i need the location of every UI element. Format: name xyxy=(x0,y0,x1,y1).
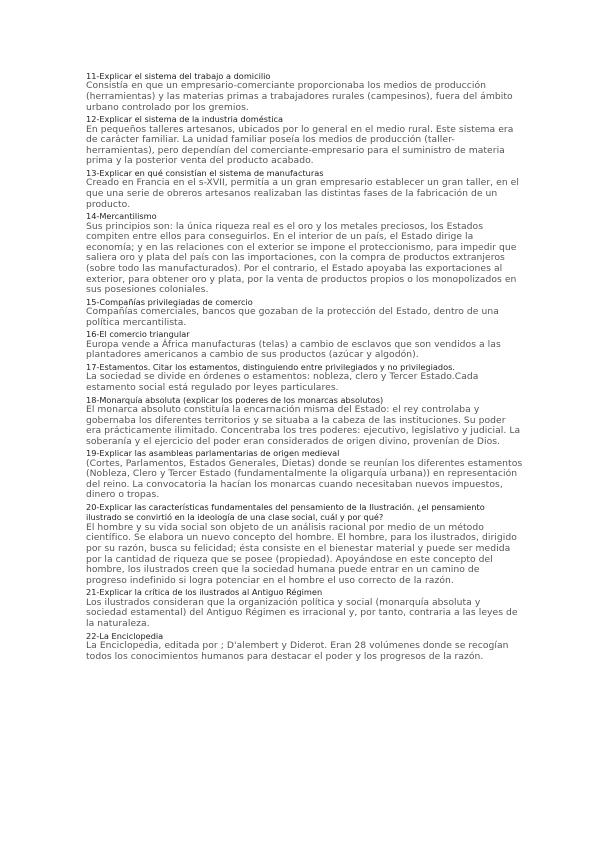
section-text: Europa vende a África manufacturas (telas) a cambio de esclavos que son vendidos a las plantadores americanos a cambio de sus productos (azúcar y algodón). xyxy=(86,338,501,361)
section-heading: 19-Explicar las asambleas parlamentarias de origen medieval xyxy=(86,448,340,459)
section-text: (Cortes, Parlamentos, Estados Generales, Dietas) donde se reunían los diferentes estamentos (Nobleza, Clero y Tercer Estado (fundamentalmente la oligarquía urbana)) en representación del reino. La convocatoria la hacían los monarcas cuando necesitaban nuevos impuestos, dinero o tropas. xyxy=(86,457,523,501)
section-text: El monarca absoluto constituía la encarnación misma del Estado: el rey controlaba y gobernaba los diferentes territorios y se situaba a la cabeza de las instituciones. Su poder era prácticamente ilimitado. Concentraba los tres poderes: ejecutivo, legislativo y judicial. La soberanía y el ejercicio del poder eran considerados de origen divino, provenían de Dios. xyxy=(86,403,521,447)
document-body xyxy=(86,71,523,663)
section-heading: 17-Estamentos. Citar los estamentos, distinguiendo entre privilegiados y no privilegiados. xyxy=(86,361,455,372)
section-text: Creado en Francia en el s-XVII, permitía a un gran empresario establecer un gran taller, en el que una serie de obreros artesanos realizaban las distintas fases de la fabricación de un producto. xyxy=(86,177,519,210)
section-heading: 14-Mercantilismo xyxy=(86,211,157,222)
section-text: Sus principios son: la única riqueza real es el oro y los metales preciosos, los Estados compiten entre ellos para conseguirlos. En el interior de un país, el Estado dirige la economía; y en las relaciones con el exterior se impone el proteccionismo, para impedir que saliera oro y plata del país con las importaciones, con la compra de productos extranjeros (sobre todo las manufacturados). Por el contrario, el Estado apoyaba las exportaciones al exterior, para obtener oro y plata, por la venta de productos propios o los monopolizados en sus posesiones coloniales. xyxy=(86,220,517,296)
section-heading: 21-Explicar la crítica de los ilustrados al Antiguo Régimen xyxy=(86,587,323,598)
section-heading: 16-El comercio triangular xyxy=(86,329,190,340)
section-heading: 12-Explicar el sistema de la industria doméstica xyxy=(86,114,283,125)
section-heading: 18-Monarquía absoluta (explicar los poderes de los monarcas absolutos) xyxy=(86,394,384,405)
section-text: La Enciclopedia, editada por ; D'alembert y Diderot. Eran 28 volúmenes donde se recogían todos los conocimientos humanos para destacar el poder y los progresos de la razón. xyxy=(86,640,509,662)
section-text: En pequeños talleres artesanos, ubicados por lo general en el medio rural. Este sistema era de carácter familiar. La unidad familiar poseía los medios de producción (taller-herramientas), pero dependían del comerciante-empresario para el suministro de materia prima y la posterior venta del producto acabado. xyxy=(86,123,514,167)
section-heading: 20-Explicar las características fundamentales del pensamiento de la Ilustración. ¿el pensamiento ilustrado se convirtió en la ideología de una clase social, cuál y por qué? xyxy=(86,502,485,523)
section-heading: 15-Compañías privilegiadas de comercio xyxy=(86,296,253,307)
section-text: Compañías comerciales, bancos que gozaban de la protección del Estado, dentro de una política mercantilista. xyxy=(86,306,499,328)
section-heading: 13-Explicar en qué consistían el sistema de manufacturas xyxy=(86,167,324,178)
section-text: El hombre y su vida social son objeto de un análisis racional por medio de un método científico. Se elabora un nuevo concepto del hombre. El hombre, para los ilustrados, dirigido por su razón, busca su felicidad; ésta consiste en el bienestar material y puede ser medida por la cantidad de riqueza que se posee (propiedad). Apoyándose en este concepto del hombre, los ilustrados creen que la sociedad humana puede entrar en un camino de progreso indefinido si logra potenciar en el hombre el uso correcto de la razón. xyxy=(86,521,517,586)
section-text: Consistía en que un empresario-comerciante proporcionaba los medios de producción (herramientas) y las materias primas a trabajadores rurales (campesinos), fuera del ámbito urbano controlado por los gremios. xyxy=(86,80,513,113)
section-text: Los ilustrados consideran que la organización política y social (monarquía absoluta y sociedad estamental) del Antiguo Régimen es irracional y, por tanto, contraria a las leyes de la naturaleza. xyxy=(86,596,518,630)
section-heading: 11-Explicar el sistema del trabajo a domicilio xyxy=(86,71,271,81)
section-text: La sociedad se divide en órdenes o estamentos: nobleza, clero y Tercer Estado.Cada estamento social está regulado por leyes particulares. xyxy=(86,371,479,393)
section-heading: 22-La Enciclopedia xyxy=(86,630,164,641)
